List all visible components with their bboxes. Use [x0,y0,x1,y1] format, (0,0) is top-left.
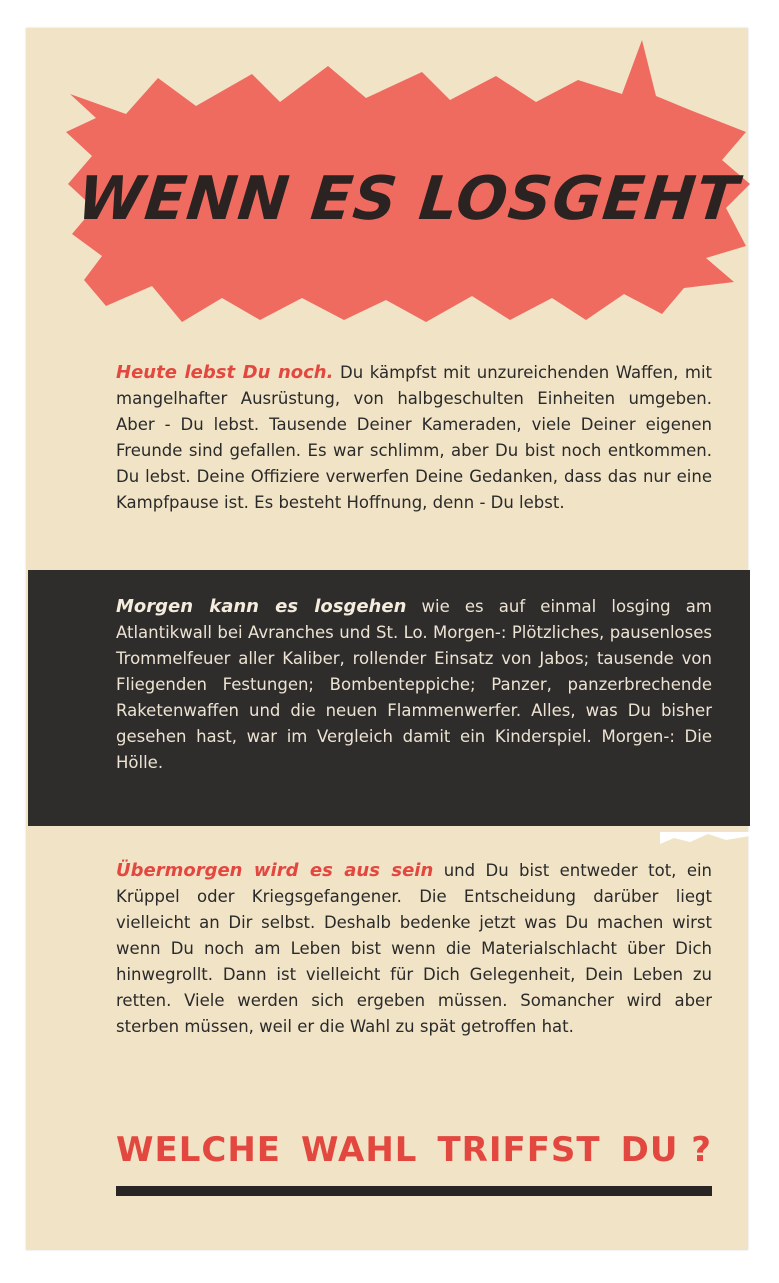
question-word-1: WELCHE [116,1130,282,1170]
body-today: Du kämpfst mit unzureichenden Waffen, mit mangelhafter Ausrüstung, von halbgeschulten Einheiten umgeben. Aber - Du lebst. Tausende Deiner Kameraden, viele Deiner eigenen Freunde sind gefallen. Es war schlimm, aber Du bist noch entkommen. Du lebst. Deine Offiziere verwerfen Deine Gedanken, dass das nur eine Kampfpause ist. Es besteht Hoffnung, denn - Du lebst. [116,363,712,512]
paragraph-today [116,360,712,516]
paragraph-tomorrow [116,594,712,776]
paragraph-day-after [116,858,712,1040]
lead-tomorrow: Morgen kann es losgehen [116,596,407,617]
closing-underline [116,1186,712,1196]
body-day-after: und Du bist entweder tot, ein Krüppel oder Kriegsgefangener. Die Entscheidung darüber liegt vielleicht an Dir selbst. Deshalb bedenke jetzt was Du machen wirst wenn Du noch am Leben bist wenn die Materialschlacht über Dich hinwegrollt. Dann ist vielleicht für Dich Gelegenheit, Dein Leben zu retten. Viele werden sich ergeben müssen. Somancher wird aber sterben müssen, weil er die Wahl zu spät getroffen hat. [116,861,713,1036]
closing-question [116,1130,712,1170]
headline-banner [66,36,750,326]
lead-day-after: Übermorgen wird es aus sein [116,860,434,881]
question-word-3: TRIFFST [437,1130,601,1170]
headline: WENN ES LOSGEHT [74,164,742,234]
question-word-2: WAHL [301,1130,418,1170]
lead-today: Heute lebst Du noch. [116,362,334,383]
body-tomorrow: wie es auf einmal losging am Atlantikwall bei Avranches und St. Lo. Morgen-: Plötzliches, pausenloses Trommelfeuer aller Kaliber, rollender Einsatz von Jabos; tausende von Fliegenden Festungen; Bombenteppiche; Panzer, panzerbrechende Raketenwaffen und die neuen Flammenwerfer. Alles, was Du bisher gesehen hast, war im Vergleich damit ein Kinderspiel. Morgen-: Die Hölle. [116,597,712,772]
question-word-4: DU ? [620,1130,712,1170]
